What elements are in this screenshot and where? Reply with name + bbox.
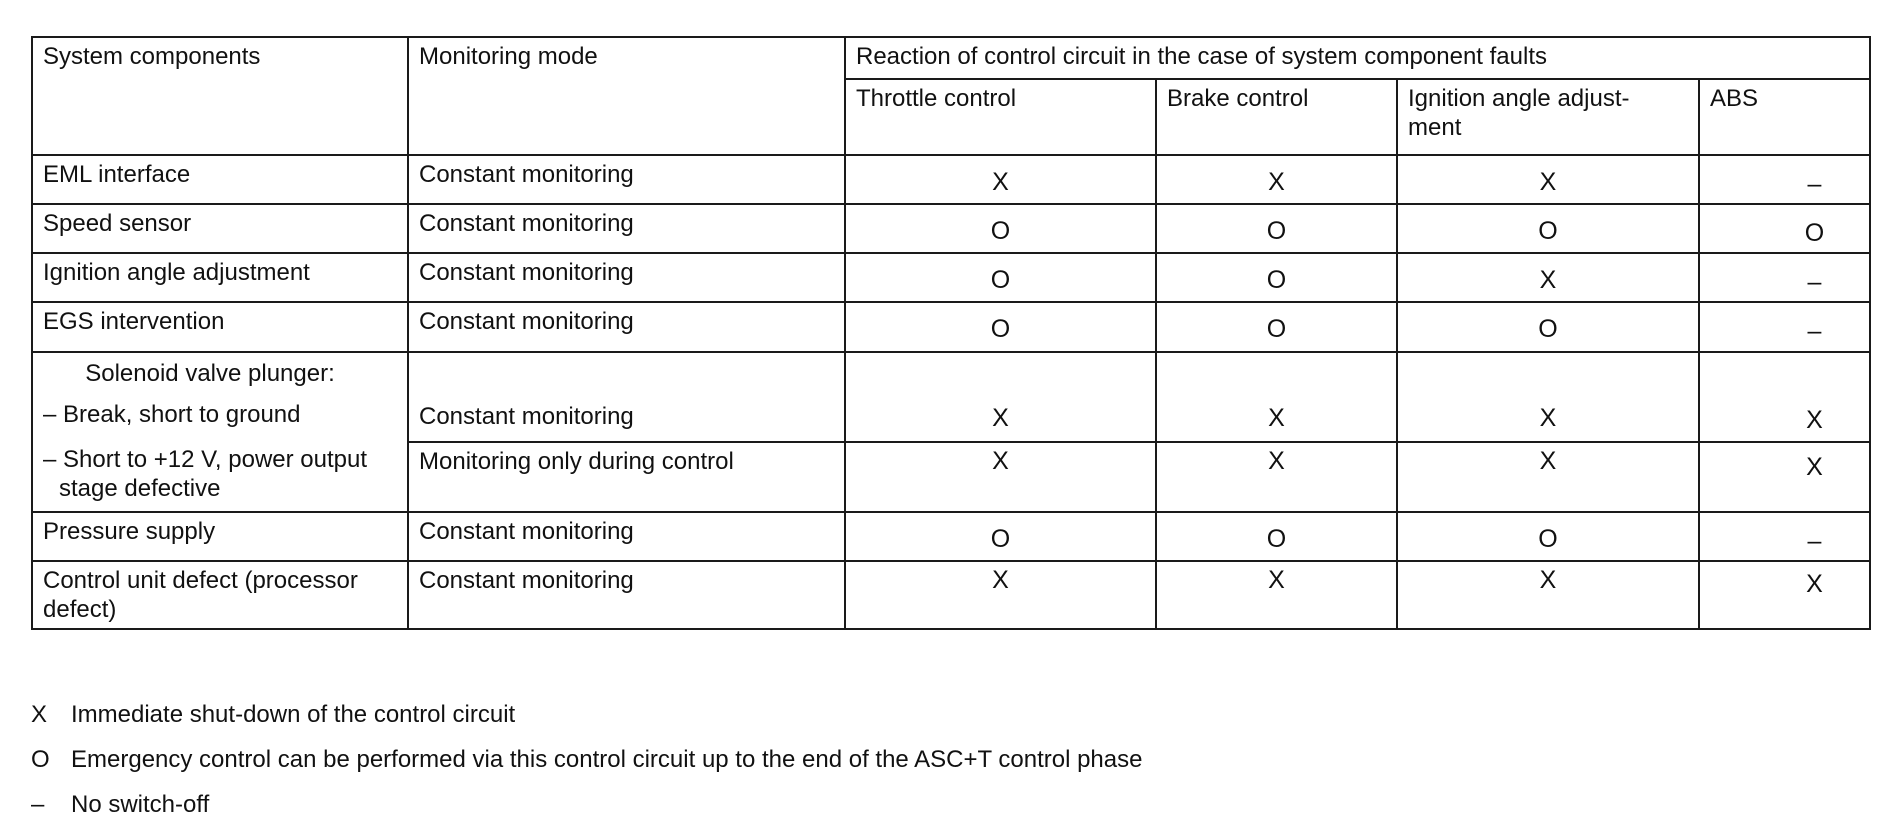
mode-cell: Constant monitoring <box>408 204 845 253</box>
header-system-components: System components <box>32 37 408 155</box>
abs-mark: X <box>1699 442 1870 512</box>
throttle-mark: O <box>845 512 1156 561</box>
brake-mark: X <box>1156 561 1397 629</box>
component-cell: EML interface <box>32 155 408 204</box>
component-cell: Ignition angle adjustment <box>32 253 408 302</box>
ignition-mark: X <box>1397 442 1699 512</box>
header-ignition-line-2: ment <box>1408 114 1462 142</box>
component-cell: Control unit defect (processor defect) <box>32 561 408 629</box>
legend-text: No switch-off <box>71 791 210 818</box>
mode-cell: Monitoring only during control <box>408 442 845 512</box>
solenoid-break-label: – Break, short to ground <box>43 400 301 428</box>
solenoid-short-label-2: stage defective <box>59 474 221 502</box>
header-brake-control: Brake control <box>1156 79 1397 155</box>
component-cell: Speed sensor <box>32 204 408 253</box>
brake-mark: X <box>1156 155 1397 204</box>
legend-symbol: – <box>31 791 45 818</box>
brake-mark: X <box>1156 352 1397 442</box>
throttle-mark: X <box>845 561 1156 629</box>
abs-mark: X <box>1699 352 1870 442</box>
abs-mark: – <box>1699 253 1870 302</box>
throttle-mark: X <box>845 442 1156 512</box>
header-reaction: Reaction of control circuit in the case of system component faults <box>845 37 1870 79</box>
brake-mark: O <box>1156 253 1397 302</box>
abs-mark: – <box>1699 155 1870 204</box>
header-ignition-angle <box>1397 79 1699 155</box>
header-abs: ABS <box>1699 79 1870 155</box>
legend-text: Emergency control can be performed via this control circuit up to the end of the ASC+T control phase <box>71 746 1143 773</box>
ignition-mark: O <box>1397 512 1699 561</box>
table-row-solenoid-break <box>32 352 1870 442</box>
ignition-mark: O <box>1397 204 1699 253</box>
abs-mark: – <box>1699 302 1870 351</box>
fault-reaction-table <box>31 36 1871 630</box>
mode-cell: Constant monitoring <box>408 561 845 629</box>
ignition-mark: X <box>1397 253 1699 302</box>
solenoid-short-label-1: – Short to +12 V, power output <box>43 445 368 473</box>
throttle-mark: O <box>845 204 1156 253</box>
table-row <box>32 155 1870 204</box>
table-row <box>32 302 1870 351</box>
throttle-mark: X <box>845 352 1156 442</box>
ignition-mark: X <box>1397 352 1699 442</box>
brake-mark: X <box>1156 442 1397 512</box>
brake-mark: O <box>1156 302 1397 351</box>
throttle-mark: O <box>845 302 1156 351</box>
header-ignition-line-1: Ignition angle adjust- <box>1408 85 1630 113</box>
table-row <box>32 204 1870 253</box>
header-throttle-control: Throttle control <box>845 79 1156 155</box>
ignition-mark: X <box>1397 155 1699 204</box>
mode-cell: Constant monitoring <box>408 512 845 561</box>
legend <box>31 700 1142 835</box>
component-cell: EGS intervention <box>32 302 408 351</box>
solenoid-title: Solenoid valve plunger: <box>85 359 335 387</box>
abs-mark: X <box>1699 561 1870 629</box>
header-monitoring-mode: Monitoring mode <box>408 37 845 155</box>
ignition-mark: O <box>1397 302 1699 351</box>
ignition-mark: X <box>1397 561 1699 629</box>
solenoid-component-cell <box>32 352 408 512</box>
table-row <box>32 512 1870 561</box>
brake-mark: O <box>1156 204 1397 253</box>
throttle-mark: X <box>845 155 1156 204</box>
legend-item <box>31 700 1142 745</box>
legend-item <box>31 745 1142 790</box>
abs-mark: – <box>1699 512 1870 561</box>
legend-symbol: X <box>31 701 48 728</box>
mode-cell: Constant monitoring <box>408 155 845 204</box>
legend-item <box>31 790 1142 835</box>
legend-text: Immediate shut-down of the control circuit <box>71 701 516 728</box>
brake-mark: O <box>1156 512 1397 561</box>
legend-symbol: O <box>31 746 50 773</box>
table-row <box>32 561 1870 629</box>
mode-cell: Constant monitoring <box>408 253 845 302</box>
component-cell: Pressure supply <box>32 512 408 561</box>
mode-cell: Constant monitoring <box>408 302 845 351</box>
mode-cell: Constant monitoring <box>408 352 845 442</box>
table-row <box>32 253 1870 302</box>
throttle-mark: O <box>845 253 1156 302</box>
abs-mark: O <box>1699 204 1870 253</box>
